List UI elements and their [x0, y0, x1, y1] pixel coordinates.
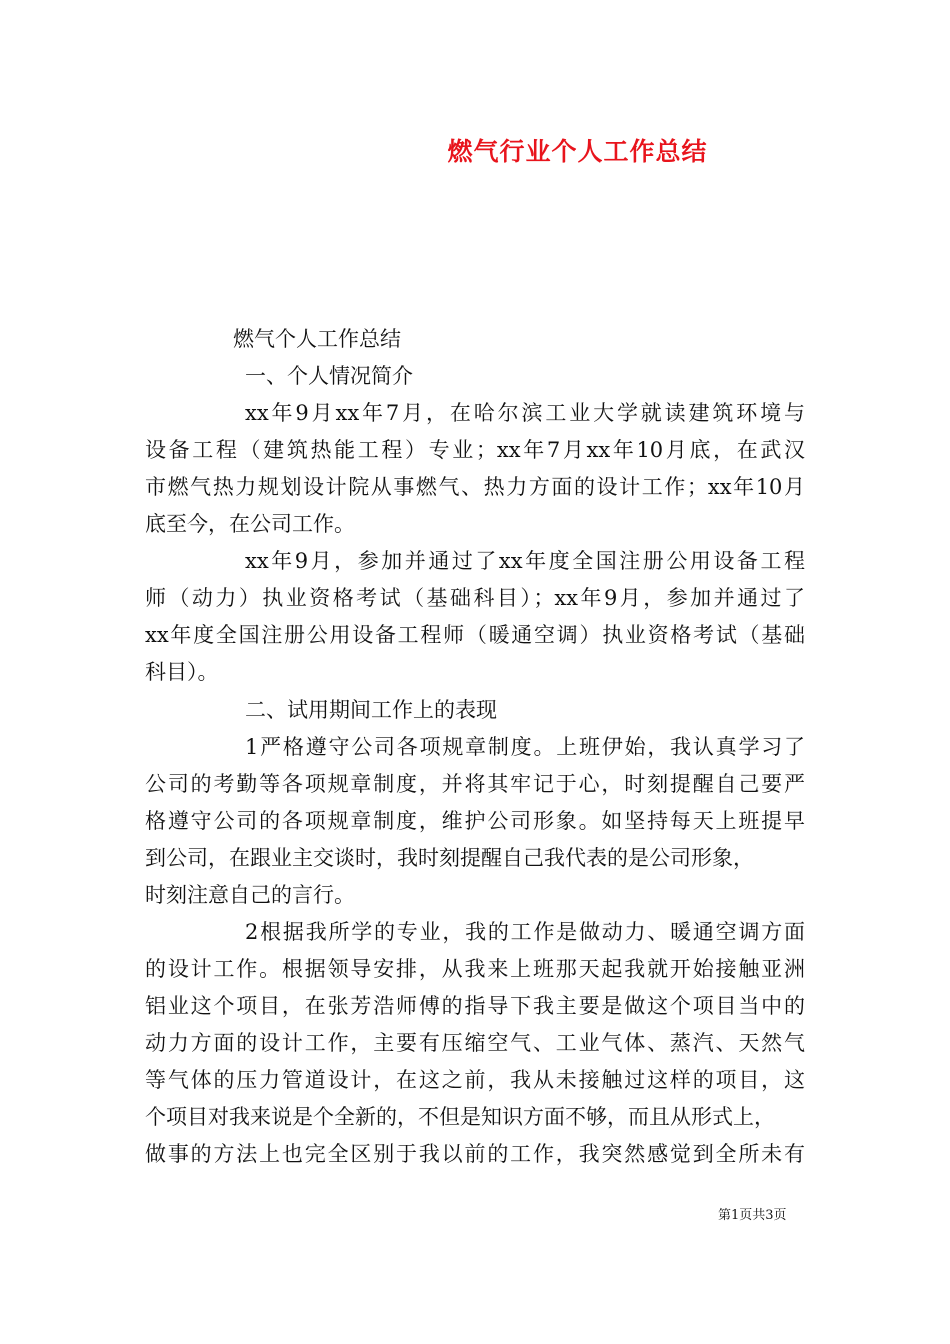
- text-line: 公司的考勤等各项规章制度，并将其牢记于心，时刻提醒自己要严: [145, 771, 805, 796]
- text-line: 2根据我所学的专业，我的工作是做动力、暖通空调方面: [245, 919, 805, 944]
- text-line: 等气体的压力管道设计，在这之前，我从未接触过这样的项目，这: [145, 1068, 805, 1092]
- text-line: 时刻注意自己的言行。: [145, 882, 355, 907]
- text-line: 师（动力）执业资格考试（基础科目）；xx年9月，参加并通过了: [145, 586, 805, 611]
- text-line: xx年9月xx年7月，在哈尔滨工业大学就读建筑环境与: [245, 401, 805, 426]
- text-line: 个项目对我来说是个全新的，不但是知识方面不够，而且从形式上，: [145, 1105, 775, 1130]
- text-line: 格遵守公司的各项规章制度，维护公司形象。如坚持每天上班提早: [145, 808, 805, 833]
- text-line: xx年度全国注册公用设备工程师（暖通空调）执业资格考试（基础: [145, 623, 805, 648]
- text-line: 的设计工作。根据领导安排，从我来上班那天起我就开始接触亚洲: [145, 956, 805, 981]
- text-line: 铝业这个项目，在张芳浩师傅的指导下我主要是做这个项目当中的: [145, 993, 805, 1018]
- text-line: 科目）。: [145, 660, 219, 685]
- text-line: 1严格遵守公司各项规章制度。上班伊始，我认真学习了: [245, 734, 805, 759]
- document-title: 燃气行业个人工作总结: [447, 137, 708, 166]
- text-line: 到公司，在跟业主交谈时，我时刻提醒自己我代表的是公司形象，: [145, 845, 754, 870]
- text-line: 设备工程（建筑热能工程）专业；xx年7月xx年10月底，在武汉: [145, 438, 805, 463]
- section-heading: 燃气个人工作总结: [233, 327, 401, 351]
- text-line: 动力方面的设计工作，主要有压缩空气、工业气体、蒸汽、天然气: [145, 1030, 805, 1055]
- subsection-heading: 二、试用期间工作上的表现: [245, 697, 497, 722]
- text-line: 做事的方法上也完全区别于我以前的工作，我突然感觉到全所未有: [145, 1142, 805, 1167]
- text-line: 底至今，在公司工作。: [145, 512, 355, 537]
- page-number: 第1页共3页: [718, 1208, 787, 1223]
- subsection-heading: 一、个人情况简介: [245, 364, 413, 389]
- text-line: 市燃气热力规划设计院从事燃气、热力方面的设计工作；xx年10月: [145, 475, 805, 500]
- text-line: xx年9月，参加并通过了xx年度全国注册公用设备工程: [245, 549, 805, 574]
